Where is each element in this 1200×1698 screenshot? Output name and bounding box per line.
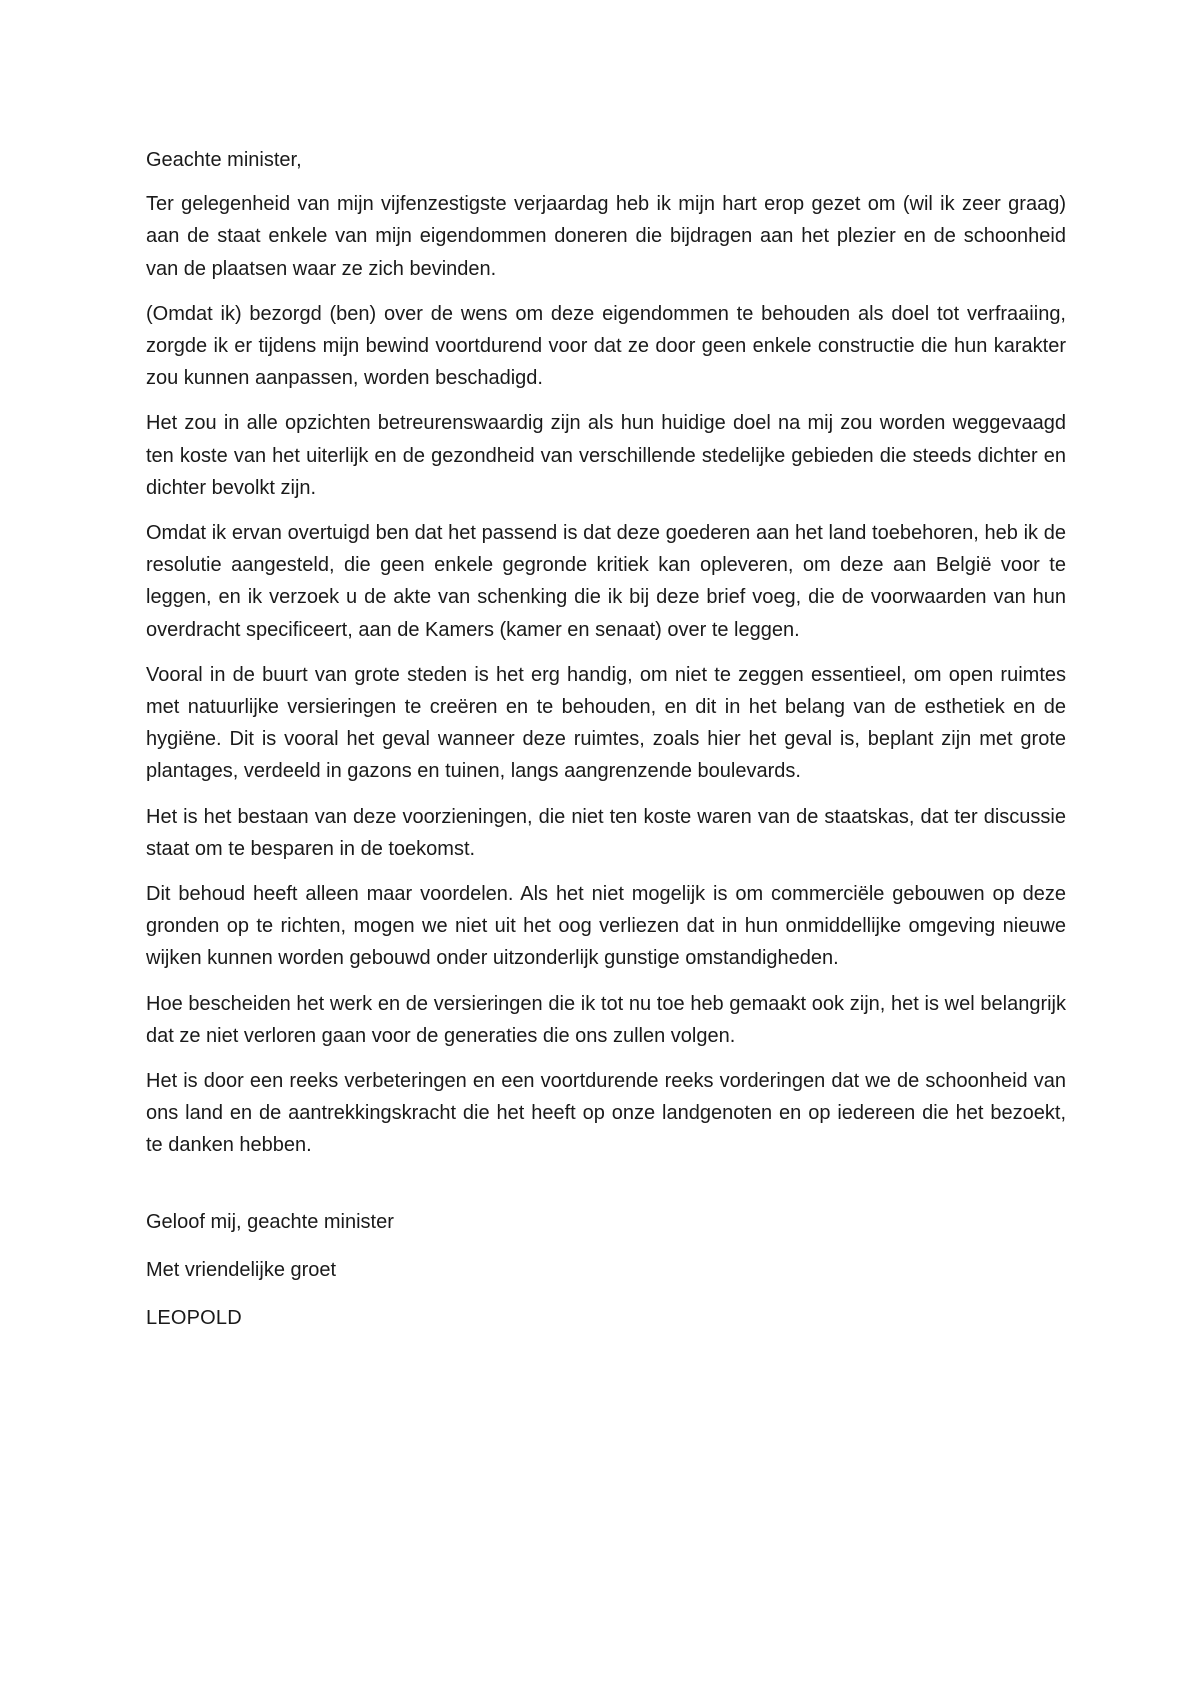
letter-paragraph-7: Dit behoud heeft alleen maar voordelen. Als het niet mogelijk is om commerciële gebouwen op deze gronden op te richten, mogen we niet uit het oog verliezen dat in hun onmiddellijke omgeving nieuwe wijken kunnen worden gebouwd onder uitzonderlijk gunstige omstandigheden. [146, 883, 1066, 970]
letter-paragraph-6: Het is het bestaan van deze voorzieningen, die niet ten koste waren van de staatskas, dat ter discussie staat om te besparen in de toekomst. [146, 805, 1066, 860]
letter-paragraph-8: Hoe bescheiden het werk en de versieringen die ik tot nu toe heb gemaakt ook zijn, het is wel belangrijk dat ze niet verloren gaan voor de generaties die ons zullen volgen. [146, 992, 1066, 1047]
letter-salutation: Geachte minister, [146, 149, 302, 171]
letter-paragraph-3: Het zou in alle opzichten betreurenswaardig zijn als hun huidige doel na mij zou worden weggevaagd ten koste van het uiterlijk en de gezondheid van verschillende stedelijke gebieden die steeds dichter en dichter bevolkt zijn. [146, 412, 1066, 499]
letter-signature: LEOPOLD [146, 1307, 242, 1330]
letter-paragraph-9: Het is door een reeks verbeteringen en een voortdurende reeks vorderingen dat we de schoonheid van ons land en de aantrekkingskracht die het heeft op onze landgenoten en op iedereen die het bezoekt, te danken hebben. [146, 1070, 1066, 1157]
letter-body [146, 144, 1066, 1334]
letter-closing [146, 1206, 1066, 1335]
letter-paragraph-2: (Omdat ik) bezorgd (ben) over de wens om deze eigendommen te behouden als doel tot verfraaiing, zorgde ik er tijdens mijn bewind voortdurend voor dat ze door geen enkele constructie die hun karakter zou kunnen aanpassen, worden beschadigd. [146, 302, 1066, 390]
letter-paragraph-1: Ter gelegenheid van mijn vijfenzestigste verjaardag heb ik mijn hart erop gezet om (wil ik zeer graag) aan de staat enkele van mijn eigendommen doneren die bijdragen aan het plezier en de schoonheid van de plaatsen waar ze zich bevinden. [146, 193, 1066, 280]
letter-paragraph-4: Omdat ik ervan overtuigd ben dat het passend is dat deze goederen aan het land toebehoren, heb ik de resolutie aangesteld, die geen enkele gegronde kritiek kan opleveren, om deze aan België voor te leggen, en ik verzoek u de akte van schenking die ik bij deze brief voeg, die de voorwaarden van hun overdracht specificeert, aan de Kamers (kamer en senaat) over te leggen. [146, 522, 1066, 641]
letter-paragraph-5: Vooral in de buurt van grote steden is het erg handig, om niet te zeggen essentieel, om open ruimtes met natuurlijke versieringen te creëren en te behouden, en dit in het belang van de esthetiek en de hygiëne. Dit is vooral het geval wanneer deze ruimtes, zoals hier het geval is, beplant zijn met grote plantages, verdeeld in gazons en tuinen, langs aangrenzende boulevards. [146, 663, 1066, 783]
closing-line-greeting: Met vriendelijke groet [146, 1258, 337, 1281]
closing-line-respect: Geloof mij, geachte minister [146, 1210, 394, 1233]
